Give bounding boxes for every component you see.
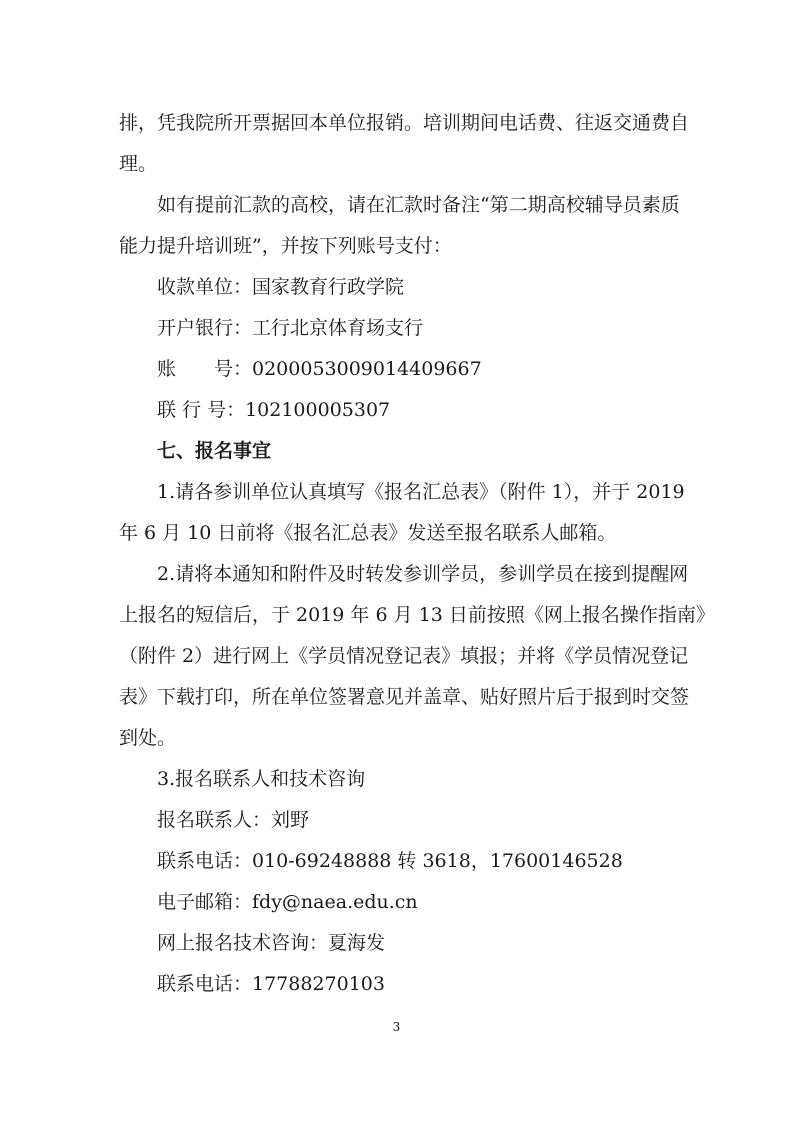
contact-phone-line: 联系电话：010-69248888 转 3618，17600146528 — [157, 850, 623, 872]
contact-name-line: 报名联系人：刘野 — [157, 809, 310, 831]
account-line: 账 号：0200053009014409667 — [157, 358, 482, 380]
paragraph-line: 表》下载打印，所在单位签署意见并盖章、贴好照片后于报到时交签 — [119, 686, 690, 708]
paragraph-line: 到处。 — [119, 727, 177, 749]
bank-code-line: 联 行 号：102100005307 — [157, 399, 391, 421]
contact-email-line: 电子邮箱：fdy@naea.edu.cn — [157, 891, 418, 913]
payee-line: 收款单位：国家教育行政学院 — [157, 276, 405, 298]
paragraph-line: 2.请将本通知和附件及时转发参训学员，参训学员在接到提醒网 — [157, 563, 689, 585]
paragraph-line: 能力提升培训班”，并按下列账号支付： — [119, 235, 452, 257]
section-heading: 七、报名事宜 — [157, 440, 272, 462]
tech-support-line: 网上报名技术咨询：夏海发 — [157, 932, 386, 954]
paragraph-line: 1.请各参训单位认真填写《报名汇总表》（附件 1），并于 2019 — [157, 481, 685, 503]
subsection-line: 3.报名联系人和技术咨询 — [157, 768, 366, 790]
paragraph-line: 排，凭我院所开票据回本单位报销。培训期间电话费、往返交通费自 — [119, 112, 690, 134]
paragraph-line: 上报名的短信后，于 2019 年 6 月 13 日前按照《网上报名操作指南》 — [119, 604, 715, 626]
page-number: 3 — [392, 1020, 401, 1034]
bank-line: 开户银行：工行北京体育场支行 — [157, 317, 424, 339]
paragraph-line: 如有提前汇款的高校，请在汇款时备注“第二期高校辅导员素质 — [157, 194, 680, 216]
paragraph-line: 年 6 月 10 日前将《报名汇总表》发送至报名联系人邮箱。 — [119, 522, 617, 544]
paragraph-line: 理。 — [119, 153, 158, 175]
paragraph-line: （附件 2）进行网上《学员情况登记表》填报；并将《学员情况登记 — [119, 645, 689, 667]
tech-phone-line: 联系电话：17788270103 — [157, 973, 385, 995]
